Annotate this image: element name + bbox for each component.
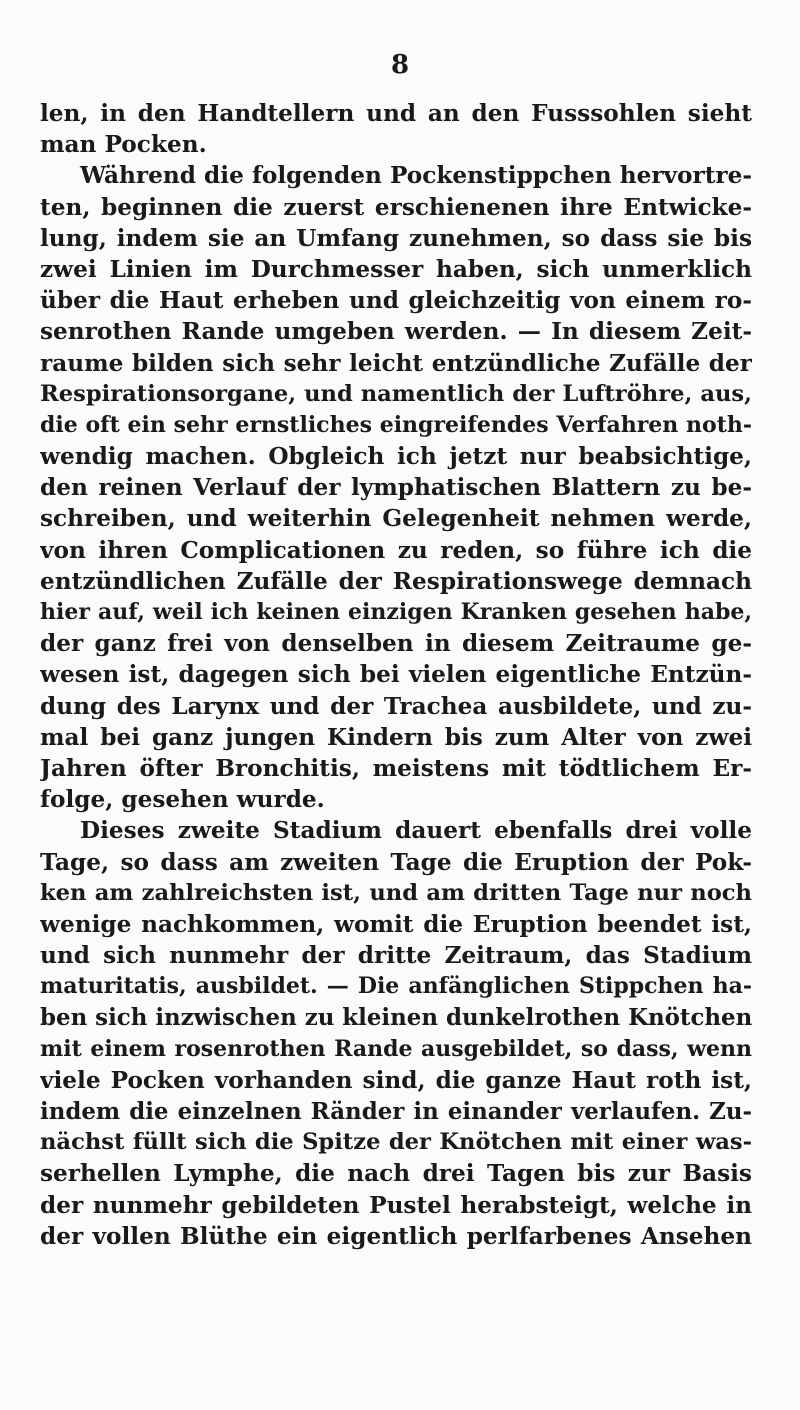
text-line: der nunmehr gebildeten Pustel herabsteigt, welche in (40, 1191, 752, 1219)
text-line: viele Pocken vorhanden sind, die ganze Haut roth ist, (40, 1066, 752, 1094)
text-line: ben sich inzwischen zu kleinen dunkelrothen Knötchen (40, 1004, 752, 1032)
text-line: der ganz frei von denselben in diesem Zeitraume ge- (40, 630, 752, 658)
text-line: raume bilden sich sehr leicht entzündliche Zufälle der (40, 349, 752, 377)
text-line: wesen ist, dagegen sich bei vielen eigentliche Entzün- (40, 661, 752, 689)
page-number: 8 (390, 50, 410, 80)
text-line: ken am zahlreichsten ist, und am dritten Tage nur noch (40, 879, 752, 906)
text-line: der vollen Blüthe ein eigentlich perlfarbenes Ansehen (40, 1222, 752, 1250)
text-line: und sich nunmehr der dritte Zeitraum, das Stadium (40, 942, 752, 970)
text-line: Während die folgenden Pockenstippchen hervortre- (80, 162, 752, 190)
text-line: hier auf, weil ich keinen einzigen Kranken gesehen habe, (40, 599, 752, 625)
text-line: mal bei ganz jungen Kindern bis zum Alter von zwei (40, 723, 752, 751)
text-line: Respirationsorgane, und namentlich der Luftröhre, aus, (40, 380, 752, 407)
text-line: serhellen Lymphe, die nach drei Tagen bis zur Basis (40, 1160, 752, 1188)
text-line: über die Haut erheben und gleichzeitig von einem ro- (40, 287, 752, 315)
text-line: Tage, so dass am zweiten Tage die Eruption der Pok- (40, 848, 752, 876)
text-line: Jahren öfter Bronchitis, meistens mit tödtlichem Er- (40, 754, 752, 782)
text-line: Dieses zweite Stadium dauert ebenfalls drei volle (80, 817, 752, 845)
text-line: senrothen Rande umgeben werden. — In diesem Zeit- (40, 318, 752, 346)
body-text (40, 98, 752, 1252)
text-line: den reinen Verlauf der lymphatischen Blattern zu be- (40, 474, 752, 502)
text-line: schreiben, und weiterhin Gelegenheit nehmen werde, (40, 505, 752, 533)
text-line: man Pocken. (40, 131, 207, 159)
text-line: ten, beginnen die zuerst erschienenen ihre Entwicke- (40, 193, 752, 221)
text-line: wendig machen. Obgleich ich jetzt nur beabsichtige, (40, 443, 752, 471)
text-line: die oft ein sehr ernstliches eingreifendes Verfahren noth- (40, 411, 752, 438)
text-line: len, in den Handtellern und an den Fusssohlen sieht (40, 100, 752, 127)
text-line: lung, indem sie an Umfang zunehmen, so dass sie bis (40, 224, 752, 252)
text-line: folge, gesehen wurde. (40, 786, 325, 814)
text-line: dung des Larynx und der Trachea ausbildete, und zu- (40, 692, 752, 720)
text-line: entzündlichen Zufälle der Respirationswege demnach (40, 567, 752, 595)
text-line: maturitatis, ausbildet. — Die anfänglichen Stippchen ha- (40, 973, 752, 1000)
text-line: wenige nachkommen, womit die Eruption beendet ist, (40, 910, 752, 938)
text-line: mit einem rosenrothen Rande ausgebildet, so dass, wenn (40, 1035, 752, 1062)
text-line: von ihren Complicationen zu reden, so führe ich die (40, 536, 752, 564)
text-line: zwei Linien im Durchmesser haben, sich unmerklich (40, 255, 752, 283)
text-line: indem die einzelnen Ränder in einander verlaufen. Zu- (40, 1098, 752, 1125)
text-line: nächst füllt sich die Spitze der Knötchen mit einer was- (40, 1129, 752, 1156)
